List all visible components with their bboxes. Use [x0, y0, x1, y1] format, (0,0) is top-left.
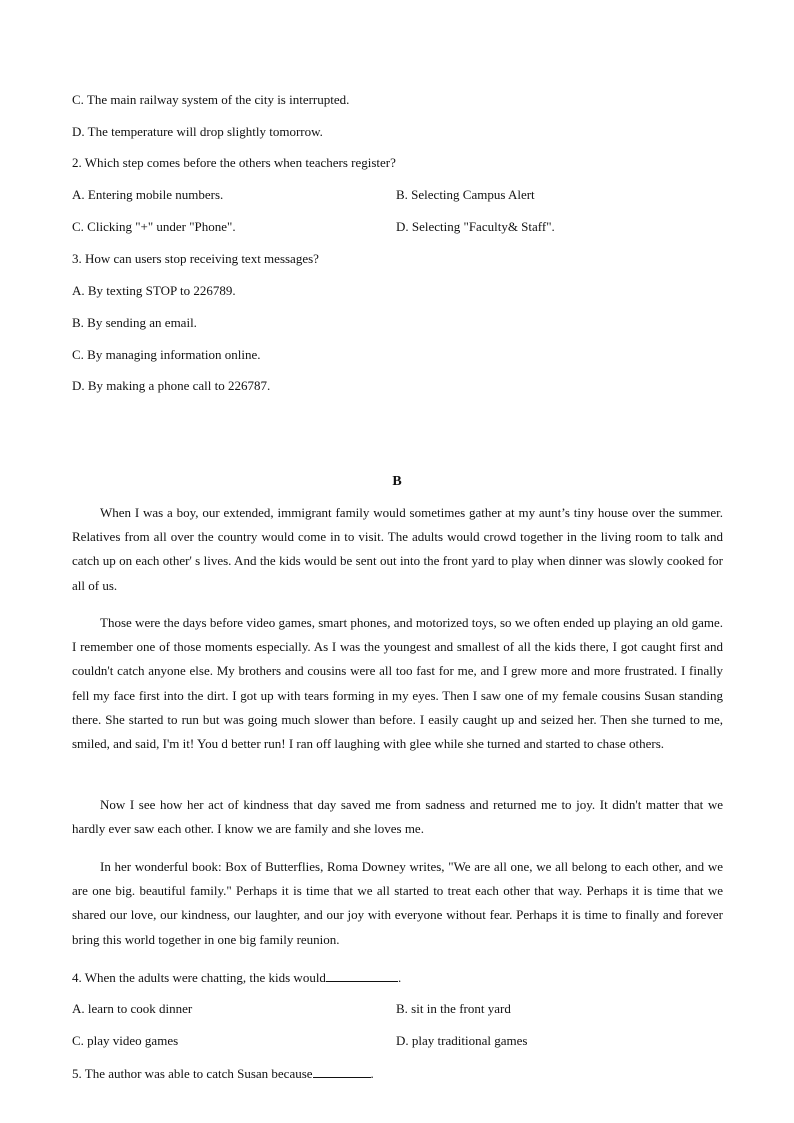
q5-stem: 5. The author was able to catch Susan because	[72, 1066, 313, 1081]
q4-option-d: D. play traditional games	[396, 1033, 528, 1048]
q3-option-c: C. By managing information online.	[72, 347, 261, 362]
q3-stem: 3. How can users stop receiving text messages?	[72, 251, 319, 266]
q1-option-c: C. The main railway system of the city is interrupted.	[72, 92, 350, 107]
q4-option-c: C. play video games	[72, 1033, 179, 1048]
q4-answer-blank	[326, 969, 398, 982]
q2-option-c: C. Clicking "+" under "Phone".	[72, 219, 236, 234]
passage-paragraph-4: In her wonderful book: Box of Butterflies, Roma Downey writes, "We are all one, we all belong to each other, and we are one big. beautiful family." Perhaps it is time that we all started to treat each other that way. Perhaps it is time that we shared our love, our kindness, our laughter, and our joy with everyone without fear. Perhaps it is time to finally and forever bring this world together in one big family reunion.	[72, 859, 723, 947]
section-b-title: B	[392, 474, 402, 489]
q4-stem-end: .	[397, 970, 402, 985]
q5-question	[72, 1065, 374, 1082]
q4-option-b: B. sit in the front yard	[396, 1001, 511, 1016]
q3-option-a: A. By texting STOP to 226789.	[72, 283, 236, 298]
q3-option-b: B. By sending an email.	[72, 315, 197, 330]
q4-stem: 4. When the adults were chatting, the kids would	[72, 970, 326, 985]
q4-question	[72, 969, 401, 986]
q3-option-d: D. By making a phone call to 226787.	[72, 378, 271, 393]
q2-option-a: A. Entering mobile numbers.	[72, 187, 224, 202]
passage-paragraph-3: Now I see how her act of kindness that day saved me from sadness and returned me to joy. It didn't matter that we hardly ever saw each other. I know we are family and she loves me.	[72, 797, 723, 837]
q5-answer-blank	[313, 1065, 371, 1078]
q5-stem-end: .	[370, 1066, 374, 1081]
q2-option-b: B. Selecting Campus Alert	[396, 187, 535, 202]
passage-paragraph-1: When I was a boy, our extended, immigrant family would sometimes gather at my aunt’s tiny house over the summer. Relatives from all over the country would come in to visit. The adults would crowd together in the living room to talk and catch up on each other' s lives. And the kids would be sent out into the front yard to play when dinner was slowly cooked for all of us.	[72, 505, 723, 593]
q2-option-d: D. Selecting "Faculty& Staff".	[396, 219, 555, 234]
q2-stem: 2. Which step comes before the others when teachers register?	[72, 155, 396, 170]
q4-option-a: A. learn to cook dinner	[72, 1001, 193, 1016]
passage-paragraph-2: Those were the days before video games, smart phones, and motorized toys, so we often ended up playing an old game. I remember one of those moments especially. As I was the youngest and smallest of all the kids there, I got caught first and couldn't catch anyone else. My brothers and cousins were all too fast for me, and I grew more and more frustrated. I finally fell my face first into the dirt. I got up with tears forming in my eyes. Then I saw one of my female cousins Susan standing there. She started to run but was going much slower than before. I easily caught up and seized her. Then she turned to me, smiled, and said, I'm it! You d better run! I ran off laughing with glee while she turned and started to chase others.	[72, 615, 723, 752]
q1-option-d: D. The temperature will drop slightly tomorrow.	[72, 124, 323, 139]
